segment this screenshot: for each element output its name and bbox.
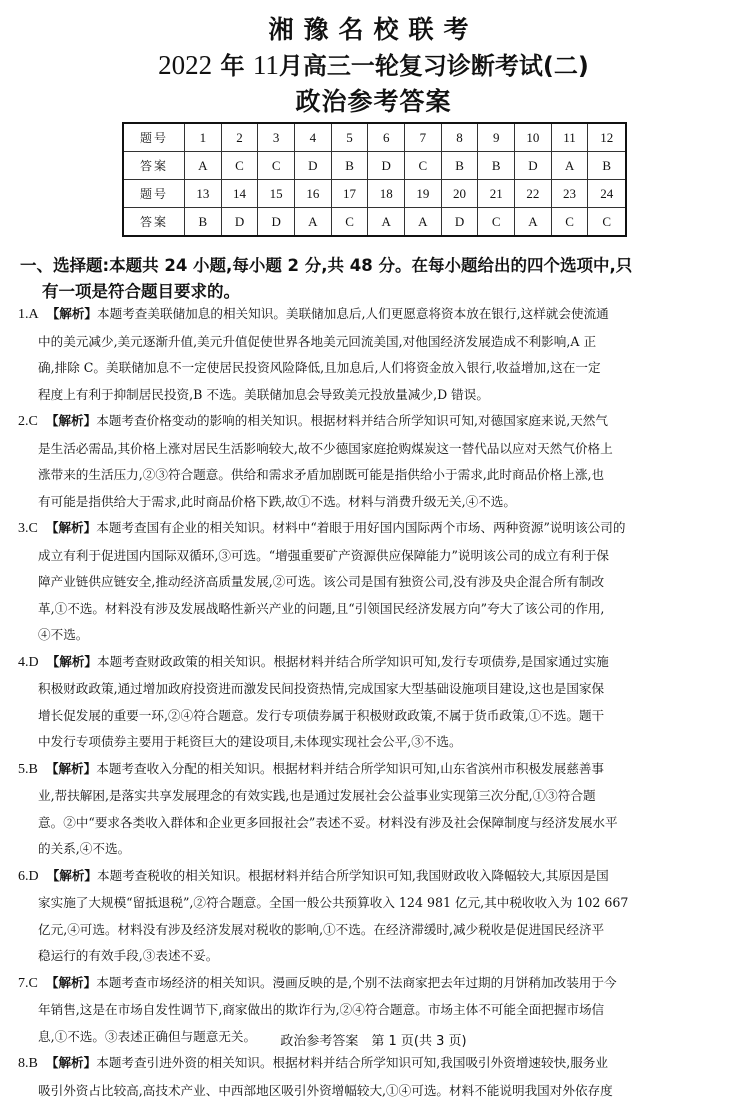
analysis-tag: 【解析】: [46, 413, 96, 428]
question-answer-label: 6.D: [18, 869, 39, 884]
answer-cell: B: [588, 152, 626, 180]
analysis-tag: 【解析】: [47, 306, 97, 321]
explanation-continuation-line: 家实施了大规模“留抵退税”,②符合题意。全国一般公共预算收入 124 981 亿元,其中税收收入为 102 667: [18, 890, 730, 917]
explanation-first-line: [18, 301, 730, 329]
explanation-first-line: [18, 649, 730, 677]
question-number-cell: 21: [478, 180, 515, 208]
exam-title: [0, 46, 747, 81]
question-number-cell: 5: [331, 123, 368, 152]
explanation-continuation-line: 亿元,④可选。材料没有涉及经济发展对税收的影响,①不选。在经济滞缓时,减少税收是促进国民经济平: [18, 917, 730, 944]
answer-cell: C: [258, 152, 295, 180]
answer-cell: B: [478, 152, 515, 180]
exam-title-rest: 月高三一轮复习诊断考试(二): [279, 52, 589, 80]
question-number-cell: 20: [441, 180, 478, 208]
question-number-row: [123, 123, 626, 152]
explanation-text: 本题考查财政政策的相关知识。根据材料并结合所学知识可知,发行专项债券,是国家通过实施: [97, 654, 609, 669]
question-number-cell: 23: [551, 180, 588, 208]
explanation-continuation-line: 涨带来的生活压力,②③符合题意。供给和需求矛盾加剧既可能是指供给小于需求,此时商品价格上涨,也: [18, 462, 730, 489]
explanation-continuation-line: 障产业链供应链安全,推动经济高质量发展,②可选。该公司是国有独资公司,没有涉及央企混合所有制改: [18, 569, 730, 596]
explanation-item: [18, 863, 730, 970]
answer-cell: D: [441, 208, 478, 237]
row-label: 答案: [123, 208, 185, 237]
explanation-continuation-line: 吸引外资占比较高,高技术产业、中西部地区吸引外资增幅较大,①④可选。材料不能说明我国对外依存度: [18, 1078, 730, 1104]
page-footer: 政治参考答案 第 1 页(共 3 页): [0, 1030, 747, 1049]
row-label: 答案: [123, 152, 185, 180]
answer-cell: C: [551, 208, 588, 237]
explanation-list: [18, 301, 730, 1104]
question-number-cell: 14: [221, 180, 258, 208]
section-heading-line-1: 一、选择题:本题共 24 小题,每小题 2 分,共 48 分。在每小题给出的四个选项中,只: [20, 256, 632, 275]
question-number-cell: 3: [258, 123, 295, 152]
explanation-continuation-line: 有可能是指供给大于需求,此时商品价格下跌,故①不选。材料与消费升级无关,④不选。: [18, 489, 730, 516]
explanation-item: [18, 408, 730, 515]
question-number-cell: 12: [588, 123, 626, 152]
question-number-cell: 11: [551, 123, 588, 152]
explanation-first-line: [18, 408, 730, 436]
analysis-tag: 【解析】: [47, 654, 97, 669]
answer-key-table: [122, 122, 627, 237]
explanation-first-line: [18, 970, 730, 998]
explanation-continuation-line: 是生活必需品,其价格上涨对居民生活影响较大,故不少德国家庭抢购煤炭这一替代品以应对天然气价格上: [18, 436, 730, 463]
question-number-cell: 4: [295, 123, 332, 152]
answer-cell: B: [185, 208, 222, 237]
row-label: 题号: [123, 123, 185, 152]
question-number-cell: 19: [405, 180, 442, 208]
answer-cell: A: [185, 152, 222, 180]
question-number-cell: 7: [405, 123, 442, 152]
question-answer-label: 1.A: [18, 307, 39, 322]
explanation-text: 本题考查美联储加息的相关知识。美联储加息后,人们更愿意将资本放在银行,这样就会使流通: [97, 306, 609, 321]
answer-cell: A: [551, 152, 588, 180]
question-number-cell: 2: [221, 123, 258, 152]
answer-cell: D: [515, 152, 552, 180]
explanation-continuation-line: 中发行专项债券主要用于耗资巨大的建设项目,未体现实现社会公平,③不选。: [18, 729, 730, 756]
explanation-text: 本题考查市场经济的相关知识。漫画反映的是,个别不法商家把去年过期的月饼稍加改装用于今: [96, 975, 616, 990]
explanation-text: 本题考查税收的相关知识。根据材料并结合所学知识可知,我国财政收入降幅较大,其原因是国: [97, 868, 609, 883]
answer-cell: B: [331, 152, 368, 180]
question-number-cell: 17: [331, 180, 368, 208]
analysis-tag: 【解析】: [46, 520, 96, 535]
answer-cell: A: [295, 208, 332, 237]
explanation-first-line: [18, 515, 730, 543]
analysis-tag: 【解析】: [46, 1055, 96, 1070]
question-number-row: [123, 180, 626, 208]
explanation-item: [18, 301, 730, 408]
question-answer-label: 3.C: [18, 521, 38, 536]
analysis-tag: 【解析】: [46, 761, 96, 776]
answer-cell: A: [368, 208, 405, 237]
question-answer-label: 2.C: [18, 414, 38, 429]
question-number-cell: 16: [295, 180, 332, 208]
analysis-tag: 【解析】: [47, 868, 97, 883]
exam-month: 11: [253, 50, 279, 80]
question-answer-label: 5.B: [18, 762, 38, 777]
explanation-text: 本题考查引进外资的相关知识。根据材料并结合所学知识可知,我国吸引外资增速较快,服务业: [96, 1055, 608, 1070]
answer-cell: C: [405, 152, 442, 180]
explanation-continuation-line: 稳运行的有效手段,③表述不妥。: [18, 943, 730, 970]
answer-cell: B: [441, 152, 478, 180]
explanation-continuation-line: 成立有利于促进国内国际双循环,③可选。“增强重要矿产资源供应保障能力”说明该公司的成立有利于保: [18, 543, 730, 570]
row-label: 题号: [123, 180, 185, 208]
question-number-cell: 8: [441, 123, 478, 152]
question-number-cell: 1: [185, 123, 222, 152]
document-subtitle: 政治参考答案: [0, 82, 747, 118]
answer-row: [123, 208, 626, 237]
explanation-continuation-line: 年销售,这是在市场自发性调节下,商家做出的欺诈行为,②④符合题意。市场主体不可能全面把握市场信: [18, 997, 730, 1024]
answer-cell: C: [588, 208, 626, 237]
explanation-continuation-line: 革,①不选。材料没有涉及发展战略性新兴产业的问题,且“引领国民经济发展方向”夸大了该公司的作用,: [18, 596, 730, 623]
explanation-first-line: [18, 1050, 730, 1078]
explanation-continuation-line: 积极财政政策,通过增加政府投资进而激发民间投资热情,完成国家大型基础设施项目建设,这也是国家保: [18, 676, 730, 703]
question-number-cell: 15: [258, 180, 295, 208]
question-number-cell: 13: [185, 180, 222, 208]
answer-cell: C: [478, 208, 515, 237]
answer-cell: C: [331, 208, 368, 237]
answer-cell: A: [405, 208, 442, 237]
question-number-cell: 6: [368, 123, 405, 152]
explanation-item: [18, 515, 730, 649]
answer-cell: D: [258, 208, 295, 237]
explanation-first-line: [18, 863, 730, 891]
question-number-cell: 24: [588, 180, 626, 208]
explanation-continuation-line: ④不选。: [18, 622, 730, 649]
analysis-tag: 【解析】: [46, 975, 96, 990]
exam-year: 2022: [158, 50, 212, 80]
explanation-first-line: [18, 756, 730, 784]
question-number-cell: 9: [478, 123, 515, 152]
explanation-item: [18, 756, 730, 863]
explanation-continuation-line: 中的美元减少,美元逐渐升值,美元升值促使世界各地美元回流美国,对他国经济发展造成不利影响,A 正: [18, 329, 730, 356]
exam-title-year-suffix: 年: [221, 52, 245, 80]
explanation-continuation-line: 业,帮扶解困,是落实共享发展理念的有效实践,也是通过发展社会公益事业实现第三次分配,①③符合题: [18, 783, 730, 810]
question-number-cell: 10: [515, 123, 552, 152]
question-number-cell: 18: [368, 180, 405, 208]
explanation-text: 本题考查收入分配的相关知识。根据材料并结合所学知识可知,山东省滨州市积极发展慈善事: [96, 761, 604, 776]
answer-row: [123, 152, 626, 180]
section-heading-line-2: 有一项是符合题目要求的。: [20, 279, 735, 305]
question-answer-label: 4.D: [18, 655, 39, 670]
answer-cell: D: [221, 208, 258, 237]
question-answer-label: 8.B: [18, 1056, 38, 1071]
question-number-cell: 22: [515, 180, 552, 208]
explanation-continuation-line: 息,①不选。③表述正确但与题意无关。: [18, 1024, 730, 1051]
explanation-text: 本题考查价格变动的影响的相关知识。根据材料并结合所学知识可知,对德国家庭来说,天然气: [96, 413, 608, 428]
explanation-continuation-line: 意。②中“要求各类收入群体和企业更多回报社会”表述不妥。材料没有涉及社会保障制度与经济发展水平: [18, 810, 730, 837]
question-answer-label: 7.C: [18, 976, 38, 991]
answer-cell: A: [515, 208, 552, 237]
explanation-continuation-line: 的关系,④不选。: [18, 836, 730, 863]
answer-cell: D: [295, 152, 332, 180]
explanation-continuation-line: 程度上有利于抑制居民投资,B 不选。美联储加息会导致美元投放量减少,D 错误。: [18, 382, 730, 409]
exam-organizer-title: 湘豫名校联考: [0, 10, 747, 46]
section-heading: [20, 253, 735, 305]
explanation-item: [18, 1050, 730, 1104]
explanation-item: [18, 649, 730, 756]
explanation-continuation-line: 确,排除 C。美联储加息不一定使居民投资风险降低,且加息后,人们将资金放入银行,收益增加,这在一定: [18, 355, 730, 382]
explanation-continuation-line: 增长促发展的重要一环,②④符合题意。发行专项债券属于积极财政政策,不属于货币政策,①不选。题干: [18, 703, 730, 730]
answer-cell: C: [221, 152, 258, 180]
answer-cell: D: [368, 152, 405, 180]
explanation-text: 本题考查国有企业的相关知识。材料中“着眼于用好国内国际两个市场、两种资源”说明该公司的: [96, 520, 625, 535]
